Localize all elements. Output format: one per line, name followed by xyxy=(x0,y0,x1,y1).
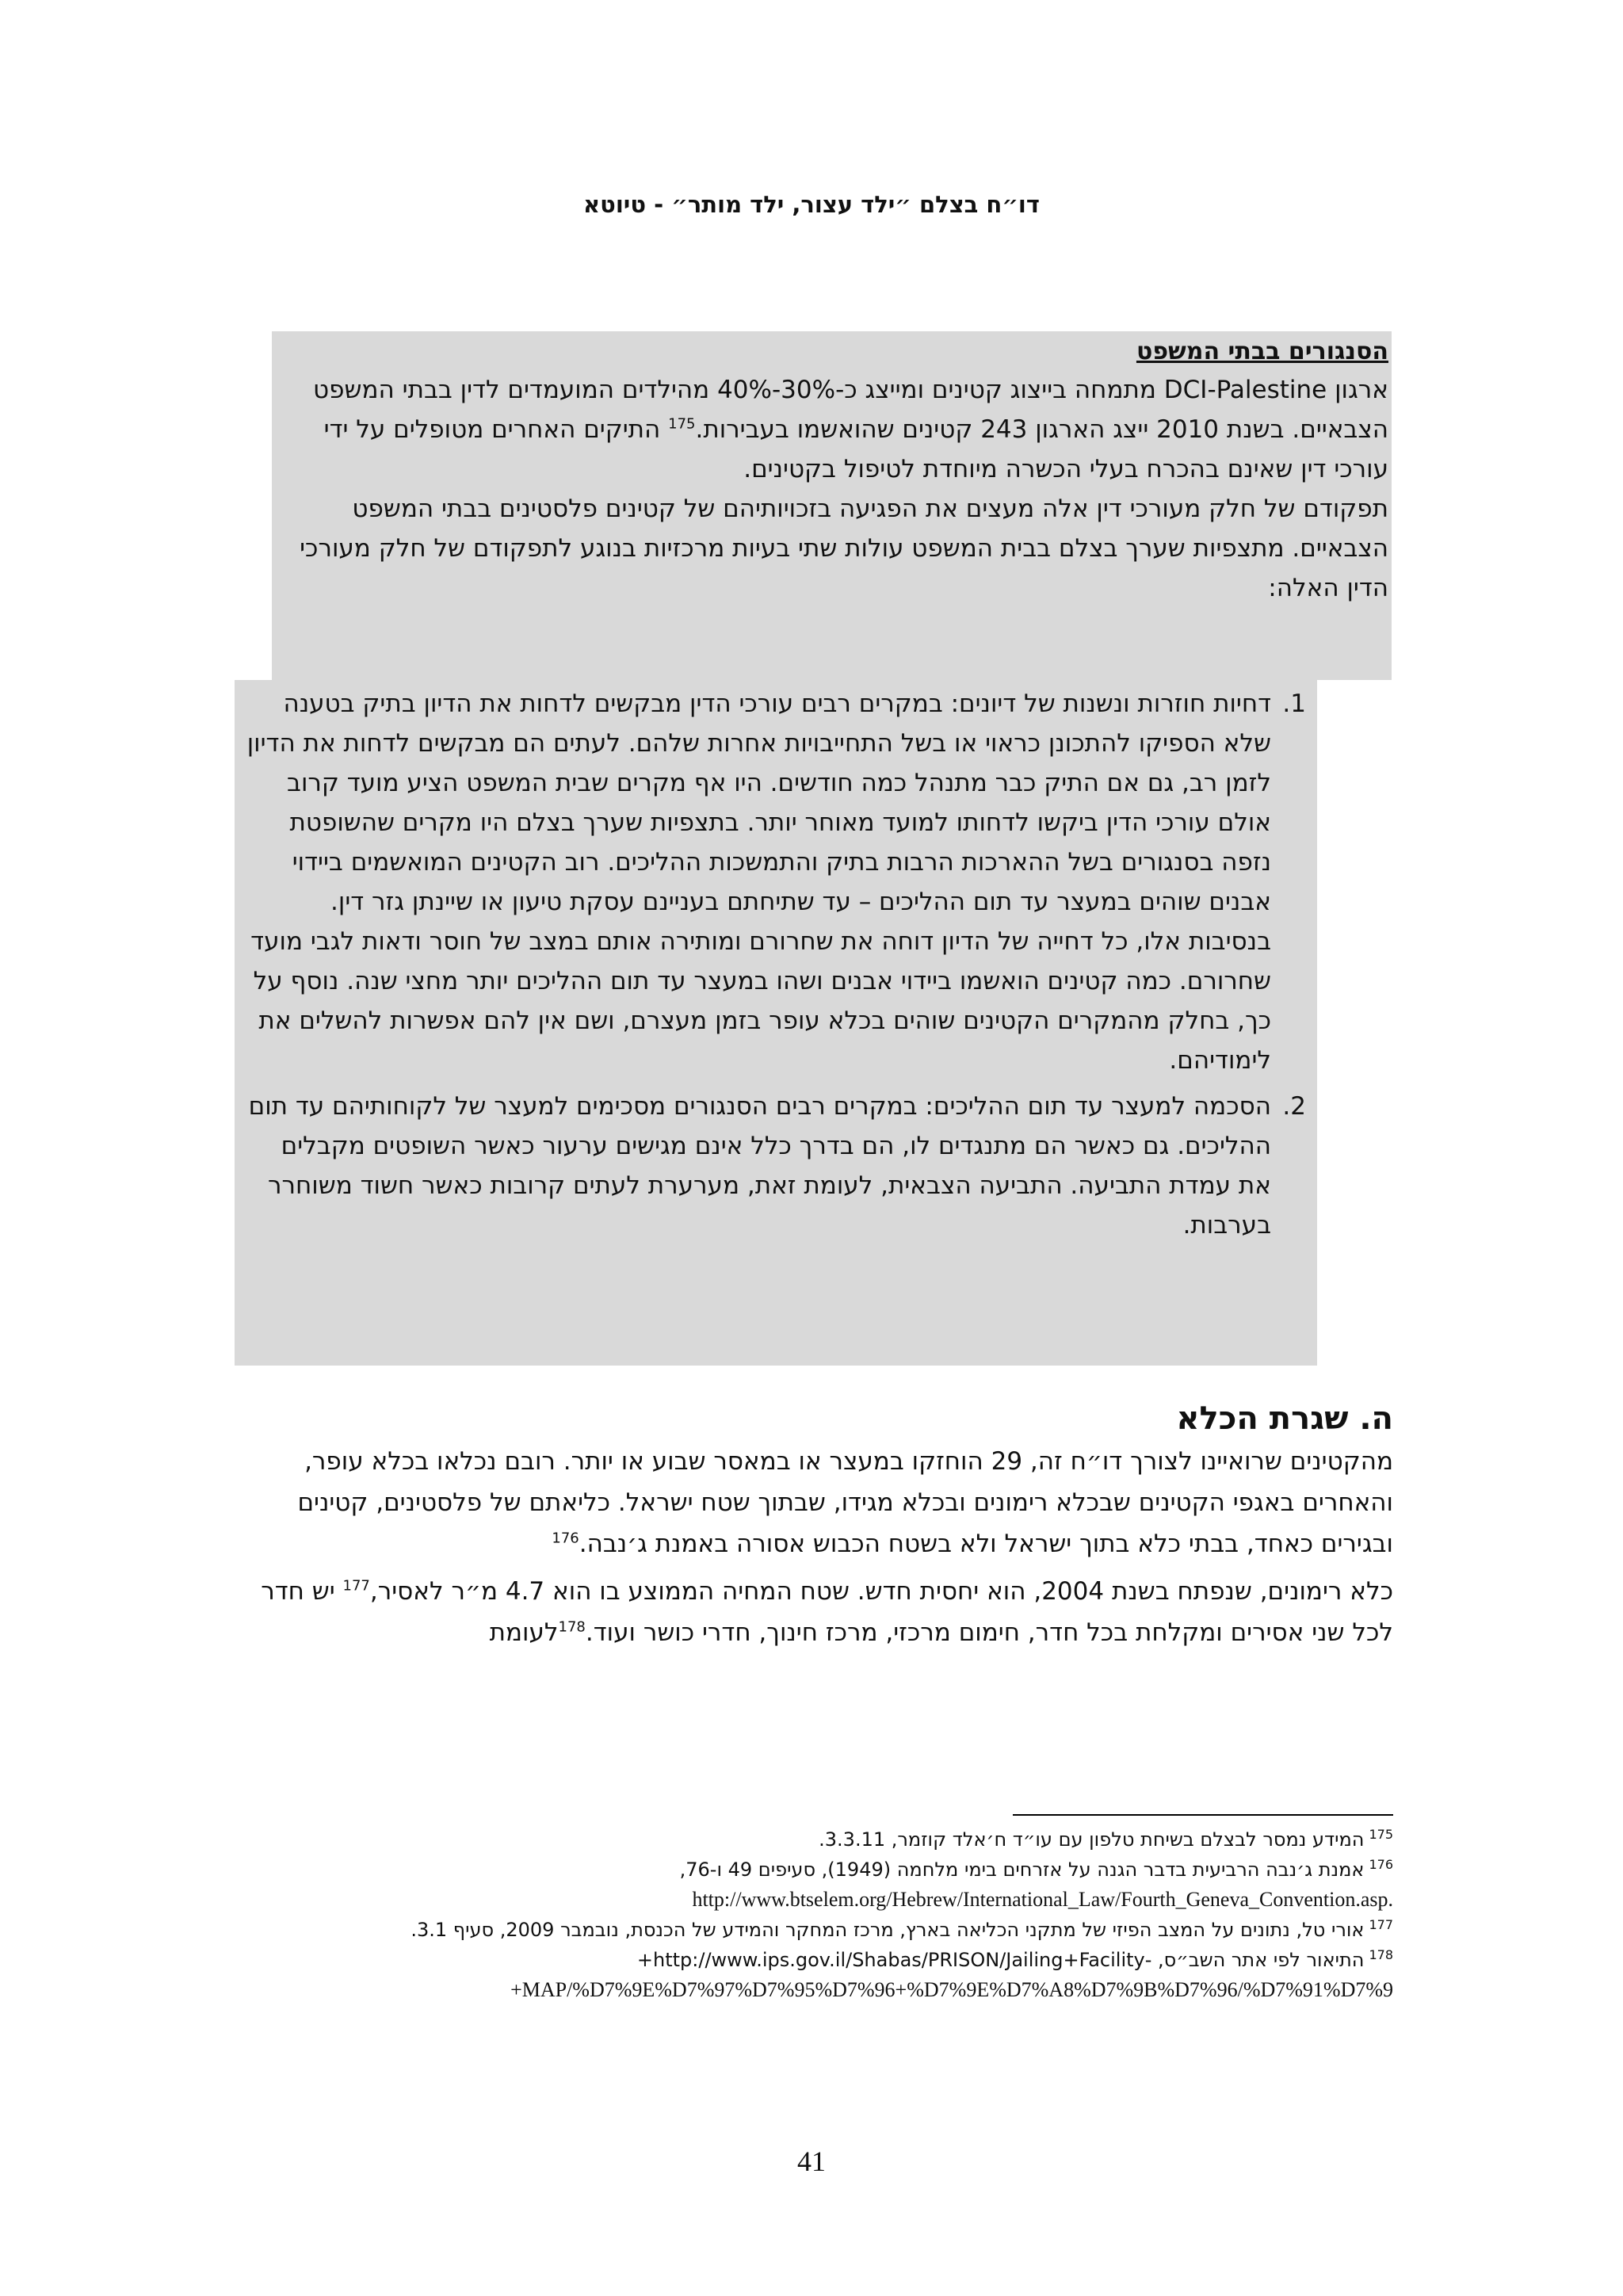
box-intro-paragraph-2: תפקודם של חלק מעורכי דין אלה מעצים את הפגיעה בזכויותיהם של קטינים פלסטינים בבתי המשפט הצבאיים. מתצפיות שערך בצלם בבית המשפט עולות שתי בעיות מרכזיות בנוגע לתפקודם של חלק מעורכי הדין האלה: xyxy=(300,495,1388,602)
body-text-2b: יש חדר לכל שני אסירים ומקלחת בכל חדר, חימום מרכזי, מרכז חינוך, חדרי כושר ועוד. xyxy=(261,1577,1393,1647)
box-heading: הסנגורים בבתי המשפט xyxy=(1136,338,1388,365)
footnote-text: אמנת ג׳נבה הרביעית בדבר הגנה על אזרחים בימי מלחמה (1949), סעיפים 49 ו-76, xyxy=(679,1859,1365,1881)
footnote-175 xyxy=(228,1824,1393,1855)
list-item xyxy=(241,1087,1317,1245)
footnote-number: 176 xyxy=(1369,1857,1393,1872)
list-item xyxy=(241,684,1317,1080)
footnote-url[interactable]: +MAP/%D7%9E%D7%97%D7%95%D7%96+%D7%9E%D7%A8%D7%9B%D7%96/%D7%91%D7%9 xyxy=(510,1978,1393,2001)
footnote-number: 175 xyxy=(1369,1827,1393,1842)
footnote-ref-177: 177 xyxy=(342,1577,370,1595)
box-intro xyxy=(282,370,1388,608)
body-paragraph-1 xyxy=(236,1441,1393,1564)
section-heading: ה. שגרת הכלא xyxy=(1176,1400,1393,1437)
list-item-number: 2. xyxy=(1282,1092,1306,1121)
box-numbered-list xyxy=(241,684,1317,1251)
footnote-176 xyxy=(228,1855,1393,1885)
body-text-2a: כלא רימונים, שנפתח בשנת 2004, הוא יחסית חדש. שטח המחיה הממוצע בו הוא 4.7 מ״ר לאסיר, xyxy=(369,1577,1393,1606)
footnote-number: 178 xyxy=(1369,1947,1393,1962)
highlight-box xyxy=(235,331,1392,1366)
footnote-178 xyxy=(228,1945,1393,1975)
list-item-number: 1. xyxy=(1282,690,1306,718)
body-paragraph-2 xyxy=(236,1571,1393,1653)
footnote-text: אורי טל, נתונים על המצב הפיזי של מתקני הכליאה בארץ, מרכז המחקר והמידע של הכנסת, נובמבר 2009, סעיף 3.1. xyxy=(411,1919,1365,1941)
footnotes xyxy=(228,1824,1393,2005)
footnote-ref-178: 178 xyxy=(558,1618,586,1636)
footnote-177 xyxy=(228,1915,1393,1945)
list-item-text: הסכמה למעצר עד תום ההליכים: במקרים רבים הסנגורים מסכימים למעצר של לקוחותיהם עד תום ההליכים. גם כאשר הם מתנגדים לו, הם בדרך כלל אינם מגישים ערעור כאשר השופטים מקבלים את עמדת התביעה. התביעה הצבאית, לעומת זאת, מערערת לעתים קרובות כאשר חשוד משוחרר בערבות. xyxy=(248,1092,1271,1240)
box-intro-paragraph-1 xyxy=(282,370,1388,489)
body-text-1a: מהקטינים שרואיינו לצורך דו״ח זה, 29 הוחזקו במעצר או במאסר שבוע או יותר. רובם נכלאו בכלא עופר, והאחרים באגפי הקטינים שבכלא רימונים ובכלא מגידו, שבתוך שטח ישראל. כליאתם של פלסטינים, קטינים ובגירים כאחד, בבתי כלא בתוך ישראל ולא בשטח הכבוש אסורה באמנת ג׳נבה. xyxy=(297,1447,1393,1558)
running-header: דו״ח בצלם ״ילד עצור, ילד מותר״ - טיוטא xyxy=(583,191,1040,218)
footnote-ref-175: 175 xyxy=(668,415,696,433)
footnote-text: התיאור לפי אתר השב״ס, -http://www.ips.gov.il/Shabas/PRISON/Jailing+Facility+ xyxy=(636,1949,1365,1971)
highlight-box-content xyxy=(235,331,1392,1366)
footnote-176-continuation xyxy=(228,1885,1393,1915)
footnote-ref-176: 176 xyxy=(552,1530,579,1547)
box-intro-text-1b: התיקים האחרים מטופלים על ידי עורכי דין שאינם בהכרח בעלי הכשרה מיוחדת לטיפול בקטינים. xyxy=(323,415,1388,483)
footnote-separator xyxy=(1013,1814,1393,1816)
list-item-text: דחיות חוזרות ונשנות של דיונים: במקרים רבים עורכי הדין מבקשים לדחות את הדיון בתיק בטענה שלא הספיקו להתכונן כראוי או בשל התחייבויות אחרות שלהם. לעתים הם מבקשים לדחות את הדיון לזמן רב, גם אם התיק כבר מתנהל כמה חודשים. היו אף מקרים שבית המשפט הציע מועד קרוב אולם עורכי הדין ביקשו לדחותו למועד מאוחר יותר. בתצפיות שערך בצלם היו מקרים שהשופטת נזפה בסנגורים בשל ההארכות הרבות בתיק והתמשכות ההליכים. רוב הקטינים המואשמים ביידוי אבנים שוהים במעצר עד תום ההליכים – עד שתיחתם בעניינם עסקת טיעון או שיינתן גזר דין. בנסיבות אלו, כל דחייה של הדיון דוחה את שחרורם ומותירה אותם במצב של חוסר ודאות לגבי מועד שחרורם. כמה קטינים הואשמו ביידוי אבנים ושהו במעצר עד תום ההליכים יותר מחצי שנה. נוסף על כך, בחלק מהמקרים הקטינים שוהים בכלא עופר בזמן מעצרם, ושם אין להם אפשרות להשלים את לימודיהם. xyxy=(246,690,1271,1075)
page-number: 41 xyxy=(797,2145,826,2177)
footnote-number: 177 xyxy=(1369,1917,1393,1932)
section-body xyxy=(236,1441,1393,1660)
footnote-text: המידע נמסר לבצלם בשיחת טלפון עם עו״ד ח׳אלד קוזמר, 3.3.11. xyxy=(819,1828,1365,1851)
footnote-url[interactable]: http://www.btselem.org/Hebrew/International_Law/Fourth_Geneva_Convention.asp. xyxy=(692,1888,1393,1911)
box-intro-text-1a: ארגון DCI-Palestine מתמחה בייצוג קטינים ומייצג כ-30%-40% מהילדים המועמדים לדין בבתי המשפט הצבאיים. בשנת 2010 ייצג הארגון 243 קטינים שהואשמו בעבירות. xyxy=(313,376,1388,444)
footnote-178-continuation xyxy=(228,1975,1393,2005)
body-text-2c: לעומת xyxy=(489,1618,559,1647)
